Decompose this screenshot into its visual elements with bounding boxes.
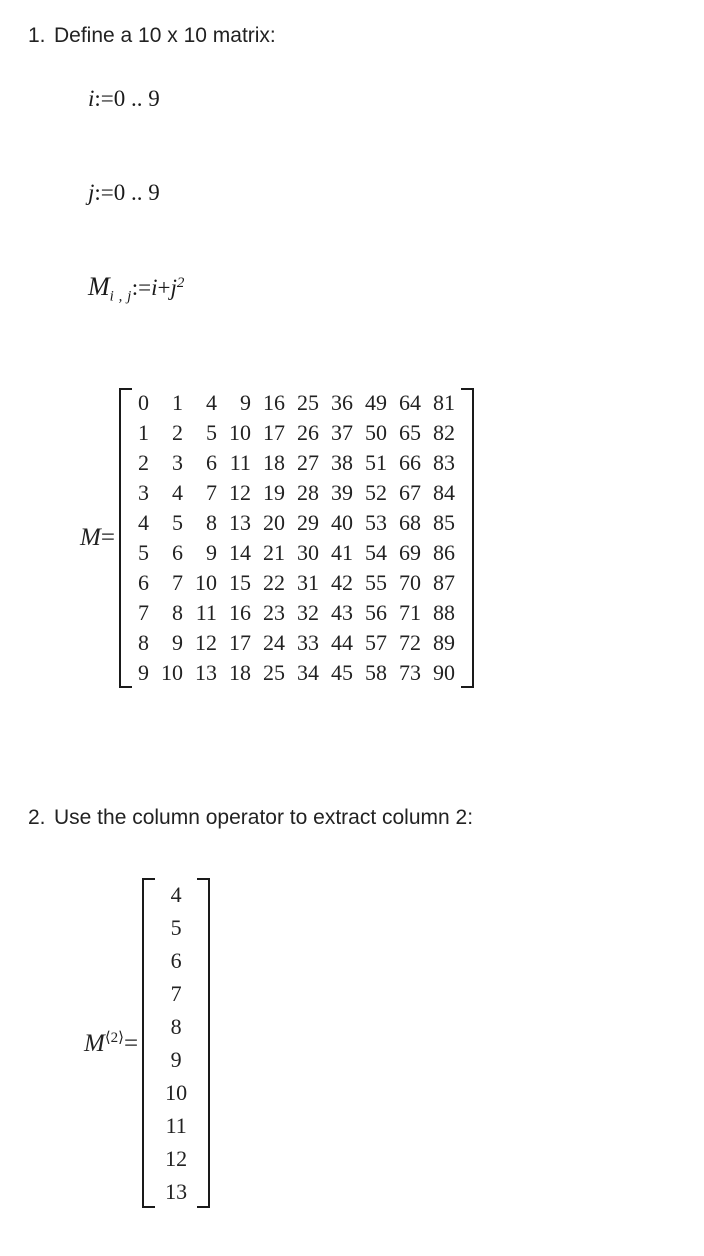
matrix-cell: 51 <box>364 450 387 475</box>
matrix-cell: 16 <box>262 390 285 415</box>
column-row <box>155 1043 197 1076</box>
matrix-cell: 11 <box>195 600 217 625</box>
column-row <box>155 1142 197 1175</box>
definition-i <box>88 86 160 112</box>
matrix-row <box>132 448 461 478</box>
matrix-cell: 26 <box>296 420 319 445</box>
matrix-cell: 3 <box>171 450 183 475</box>
matrix-cell: 13 <box>194 660 217 685</box>
matrix-cell: 49 <box>364 390 387 415</box>
column-row <box>155 1076 197 1109</box>
column-left-bracket <box>142 878 155 1208</box>
matrix-cell: 33 <box>296 630 319 655</box>
matrix-cell: 32 <box>296 600 319 625</box>
matrix-cell: 45 <box>330 660 353 685</box>
matrix-cell: 9 <box>205 540 217 565</box>
column-row <box>155 911 197 944</box>
step-2-text: Use the column operator to extract column 2: <box>54 806 474 829</box>
matrix-M-bracketed <box>119 388 474 688</box>
matrix-row <box>132 388 461 418</box>
matrix-cell: 43 <box>330 600 353 625</box>
definition-M-subscript: i , j <box>109 288 132 305</box>
column-row <box>155 977 197 1010</box>
matrix-cell: 42 <box>330 570 353 595</box>
step-2-number: 2. <box>28 806 46 829</box>
matrix-cell: 0 <box>137 390 149 415</box>
definition-j-variable: j <box>88 180 95 205</box>
matrix-cell: 85 <box>432 510 455 535</box>
step-1-text: Define a 10 x 10 matrix: <box>54 24 276 47</box>
matrix-cell: 5 <box>137 540 149 565</box>
matrix-cell: 5 <box>205 420 217 445</box>
matrix-cell: 36 <box>330 390 353 415</box>
matrix-cell: 18 <box>262 450 285 475</box>
matrix-cell: 81 <box>432 390 455 415</box>
step-2 <box>0 804 473 832</box>
matrix-column-label-superscript: ⟨2⟩ <box>104 1030 125 1046</box>
matrix-M-display <box>80 388 474 688</box>
matrix-cell: 72 <box>398 630 421 655</box>
definition-j-operator: := <box>94 180 114 205</box>
matrix-cell: 50 <box>364 420 387 445</box>
matrix-cell: 27 <box>296 450 319 475</box>
matrix-cell: 6 <box>137 570 149 595</box>
matrix-cell: 65 <box>398 420 421 445</box>
matrix-cell: 70 <box>398 570 421 595</box>
matrix-cell: 15 <box>228 570 251 595</box>
matrix-cell: 53 <box>364 510 387 535</box>
matrix-cell: 58 <box>364 660 387 685</box>
matrix-M-label <box>80 524 119 552</box>
matrix-cell: 7 <box>171 570 183 595</box>
matrix-cell: 8 <box>205 510 217 535</box>
matrix-cell: 12 <box>194 630 217 655</box>
matrix-cell: 9 <box>137 660 149 685</box>
matrix-cell: 8 <box>137 630 149 655</box>
matrix-column-label <box>84 1028 142 1058</box>
definition-M-rhs-plus: + <box>157 275 171 300</box>
matrix-cell: 7 <box>205 480 217 505</box>
matrix-cell: 84 <box>432 480 455 505</box>
matrix-cell: 10 <box>194 570 217 595</box>
matrix-cell: 18 <box>228 660 251 685</box>
matrix-cell: 44 <box>330 630 353 655</box>
matrix-cell: 24 <box>262 630 285 655</box>
matrix-cell: 11 <box>229 450 251 475</box>
column-cell: 13 <box>165 1179 188 1204</box>
matrix-column-display <box>84 878 210 1208</box>
matrix-cell: 37 <box>330 420 353 445</box>
matrix-M-label-variable: M <box>80 524 101 551</box>
column-row <box>155 1010 197 1043</box>
matrix-cell: 3 <box>137 480 149 505</box>
column-row <box>155 944 197 977</box>
matrix-cell: 41 <box>330 540 353 565</box>
matrix-cell: 87 <box>432 570 455 595</box>
matrix-cell: 17 <box>228 630 251 655</box>
matrix-cell: 8 <box>171 600 183 625</box>
matrix-cell: 28 <box>296 480 319 505</box>
column-cell: 4 <box>170 882 182 907</box>
matrix-cell: 31 <box>296 570 319 595</box>
column-row <box>155 878 197 911</box>
matrix-cell: 5 <box>171 510 183 535</box>
column-cell: 8 <box>170 1014 182 1039</box>
step-1-number: 1. <box>28 24 46 47</box>
matrix-row <box>132 628 461 658</box>
matrix-row <box>132 658 461 688</box>
matrix-cell: 2 <box>171 420 183 445</box>
matrix-cell: 56 <box>364 600 387 625</box>
matrix-cell: 30 <box>296 540 319 565</box>
definition-i-operator: := <box>94 86 114 111</box>
matrix-cell: 88 <box>432 600 455 625</box>
matrix-cell: 21 <box>262 540 285 565</box>
matrix-cell: 73 <box>398 660 421 685</box>
matrix-cell: 34 <box>296 660 319 685</box>
column-cell: 11 <box>165 1113 187 1138</box>
matrix-cell: 90 <box>432 660 455 685</box>
matrix-cell: 25 <box>296 390 319 415</box>
matrix-cell: 64 <box>398 390 421 415</box>
matrix-row <box>132 598 461 628</box>
definition-j-value: 0 .. 9 <box>113 180 160 205</box>
matrix-cell: 9 <box>171 630 183 655</box>
column-cell: 9 <box>170 1047 182 1072</box>
definition-matrix-element <box>88 272 184 305</box>
matrix-cell: 40 <box>330 510 353 535</box>
matrix-cell: 68 <box>398 510 421 535</box>
definition-M-rhs-i: i <box>151 275 158 300</box>
matrix-cell: 67 <box>398 480 421 505</box>
matrix-cell: 20 <box>262 510 285 535</box>
matrix-column-label-equals: = <box>124 1030 139 1057</box>
matrix-cell: 17 <box>262 420 285 445</box>
matrix-cell: 83 <box>432 450 455 475</box>
matrix-cell: 14 <box>228 540 251 565</box>
definition-M-rhs-exponent: 2 <box>176 274 185 291</box>
matrix-M-table <box>132 388 461 688</box>
definition-j <box>88 180 160 206</box>
column-row <box>155 1109 197 1142</box>
matrix-cell: 12 <box>228 480 251 505</box>
matrix-cell: 4 <box>171 480 183 505</box>
matrix-cell: 22 <box>262 570 285 595</box>
matrix-cell: 86 <box>432 540 455 565</box>
matrix-cell: 38 <box>330 450 353 475</box>
matrix-cell: 4 <box>205 390 217 415</box>
column-cell: 6 <box>170 948 182 973</box>
matrix-cell: 2 <box>137 450 149 475</box>
definition-i-variable: i <box>88 86 95 111</box>
matrix-row <box>132 478 461 508</box>
matrix-cell: 57 <box>364 630 387 655</box>
matrix-cell: 16 <box>228 600 251 625</box>
matrix-cell: 29 <box>296 510 319 535</box>
matrix-cell: 1 <box>137 420 149 445</box>
matrix-row <box>132 568 461 598</box>
column-cell: 10 <box>165 1080 188 1105</box>
matrix-cell: 6 <box>205 450 217 475</box>
matrix-cell: 23 <box>262 600 285 625</box>
matrix-cell: 39 <box>330 480 353 505</box>
matrix-cell: 9 <box>239 390 251 415</box>
matrix-cell: 66 <box>398 450 421 475</box>
matrix-column-table <box>155 878 197 1208</box>
matrix-left-bracket <box>119 388 132 688</box>
matrix-cell: 10 <box>228 420 251 445</box>
matrix-row <box>132 418 461 448</box>
definition-M-operator: := <box>131 275 152 300</box>
column-right-bracket <box>197 878 210 1208</box>
matrix-cell: 54 <box>364 540 387 565</box>
column-row <box>155 1175 197 1208</box>
matrix-cell: 52 <box>364 480 387 505</box>
matrix-row <box>132 508 461 538</box>
matrix-right-bracket <box>461 388 474 688</box>
matrix-cell: 13 <box>228 510 251 535</box>
column-cell: 7 <box>170 981 182 1006</box>
definition-i-value: 0 .. 9 <box>113 86 160 111</box>
step-1 <box>0 22 276 50</box>
matrix-cell: 55 <box>364 570 387 595</box>
matrix-column-bracketed <box>142 878 210 1208</box>
matrix-cell: 71 <box>398 600 421 625</box>
matrix-cell: 19 <box>262 480 285 505</box>
column-cell: 12 <box>165 1146 188 1171</box>
column-cell: 5 <box>170 915 182 940</box>
definition-M-rhs-j: j <box>170 275 177 300</box>
matrix-cell: 69 <box>398 540 421 565</box>
matrix-cell: 82 <box>432 420 455 445</box>
matrix-cell: 25 <box>262 660 285 685</box>
definition-M-variable: M <box>88 272 110 301</box>
matrix-cell: 89 <box>432 630 455 655</box>
matrix-cell: 6 <box>171 540 183 565</box>
matrix-M-label-equals: = <box>100 524 115 551</box>
matrix-cell: 4 <box>137 510 149 535</box>
matrix-cell: 1 <box>171 390 183 415</box>
matrix-row <box>132 538 461 568</box>
matrix-cell: 7 <box>137 600 149 625</box>
matrix-column-label-variable: M <box>84 1030 105 1057</box>
matrix-cell: 10 <box>160 660 183 685</box>
